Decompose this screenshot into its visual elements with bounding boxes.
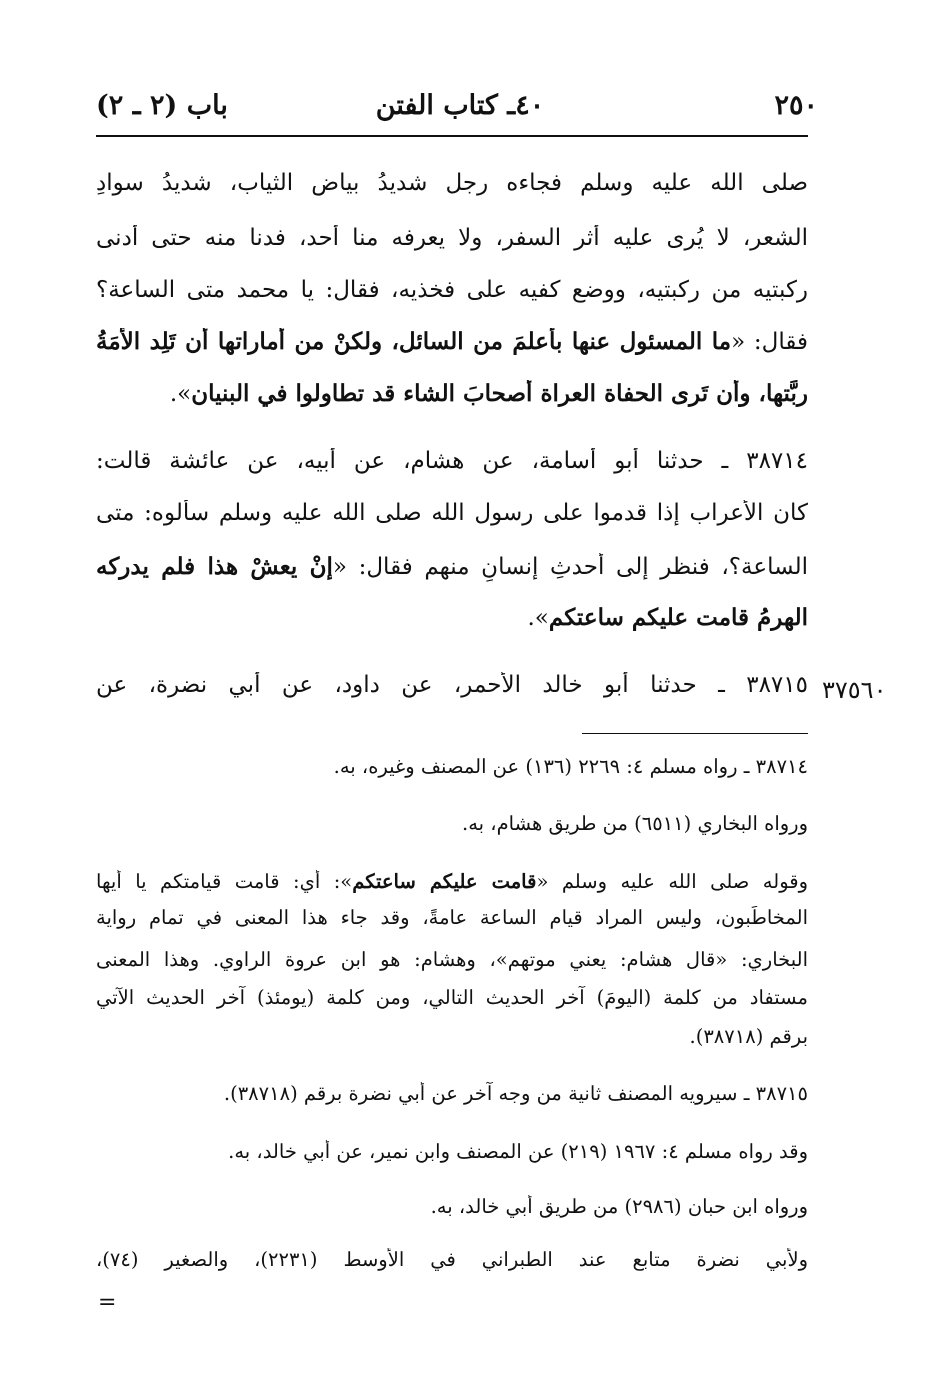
footnote-line [96,1248,808,1271]
text-line [96,500,808,528]
running-title: ٤٠ـ كتاب الفتن [375,90,545,121]
text-line [96,225,808,253]
bold-text: قامت عليكم ساعتكم [352,870,537,893]
footnote-line [96,986,808,1009]
section-label: باب (٢ ـ ٢) [96,90,228,121]
text: ركبتيه من ركبتيه، ووضع كفيه على فخذيه، فقال: يا محمد متى الساعة؟ [96,277,808,303]
text: ورواه البخاري (٦٥١١) من طريق هشام، به. [462,812,808,835]
text: برقم (٣٨٧١٨). [689,1025,808,1048]
text-line [96,380,808,409]
text: صلى الله عليه وسلم فجاءه رجل شديدُ بياضِ الثياب، شديدُ سوادِ [96,170,808,196]
text: ٣٨٧١٤ ـ رواه مسلم ٤: ٢٢٦٩ (١٣٦) عن المصنف وغيره، به. [333,755,808,778]
text: الساعة؟، فنظر إلى أحدثِ إنسانٍ منهم فقال: « [332,554,808,580]
text: كان الأعراب إذا قدموا على رسول الله صلى الله عليه وسلم سألوه: متى [96,500,808,526]
text-line [96,170,808,198]
footnote-line [96,906,808,929]
text: ورواه ابن حبان (٢٩٨٦) من طريق أبي خالد، به. [430,1195,808,1218]
text-line [96,448,808,476]
footnote-line [96,948,808,971]
continuation-mark: = [98,1290,117,1315]
footnote-line [96,1140,808,1163]
text: »: أي: قامت قيامتكم يا أيها [96,870,353,893]
page-number: ٢٥٠ [774,90,818,121]
text-line [96,604,808,633]
text: المخاطَبون، وليس المراد قيام الساعة عامةً، وقد جاء هذا المعنى في تمام رواية [96,906,808,929]
footnote-line [96,1195,808,1218]
text: ». [169,381,192,407]
text-line [96,328,808,357]
footnote-line [96,755,808,778]
margin-hadith-number: ٣٧٥٦٠ [822,676,887,704]
text: ٣٨٧١٥ ـ سيرويه المصنف ثانية من وجه آخر عن أبي نضرة برقم (٣٨٧١٨). [223,1082,808,1105]
text: ». [527,605,549,631]
text: مستفاد من كلمة (اليومَ) آخر الحديث التالي، ومن كلمة (يومئذ) آخر الحديث الآتي [96,986,808,1009]
text: ٣٨٧١٥ ـ حدثنا أبو خالد الأحمر، عن داود، عن أبي نضرة، عن [96,672,808,698]
text: وقد رواه مسلم ٤: ١٩٦٧ (٢١٩) عن المصنف وابن نمير، عن أبي خالد، به. [228,1140,808,1163]
bold-text: ربَّتها، وأن تَرى الحفاة العراة أصحابَ الشاء قد تطاولوا في البنيان [191,380,808,407]
footnote-line [96,870,808,893]
text: ٣٨٧١٤ ـ حدثنا أبو أسامة، عن هشام، عن أبيه، عن عائشة قالت: [96,448,808,474]
text: ولأبي نضرة متابع عند الطبراني في الأوسط (٢٢٣١)، والصغير (٧٤)، [96,1248,808,1271]
text: الشعر، لا يُرى عليه أثر السفر، ولا يعرفه منا أحد، فدنا منه حتى أدنى [96,225,808,251]
bold-text: ما المسئول عنها بأعلمَ من السائل، ولكنْ من أماراتها أن تَلِد الأَمَةُ [96,328,732,355]
text-line [96,277,808,305]
text: وقوله صلى الله عليه وسلم « [536,870,808,893]
footnote-line [96,812,808,835]
header-rule [96,135,808,137]
text-line [96,553,808,582]
text: البخاري: «قال هشام: يعني موتهم»، وهشام: هو ابن عروة الراوي. وهذا المعنى [96,948,808,971]
text-line [96,672,808,700]
footnote-line [96,1082,808,1105]
bold-text: إنْ يعشْ هذا فلم يدركه [96,553,333,580]
text: فقال: « [731,329,808,355]
footnote-separator [582,733,808,734]
footnote-line [96,1025,808,1048]
bold-text: الهرمُ قامت عليكم ساعتكم [548,604,808,631]
